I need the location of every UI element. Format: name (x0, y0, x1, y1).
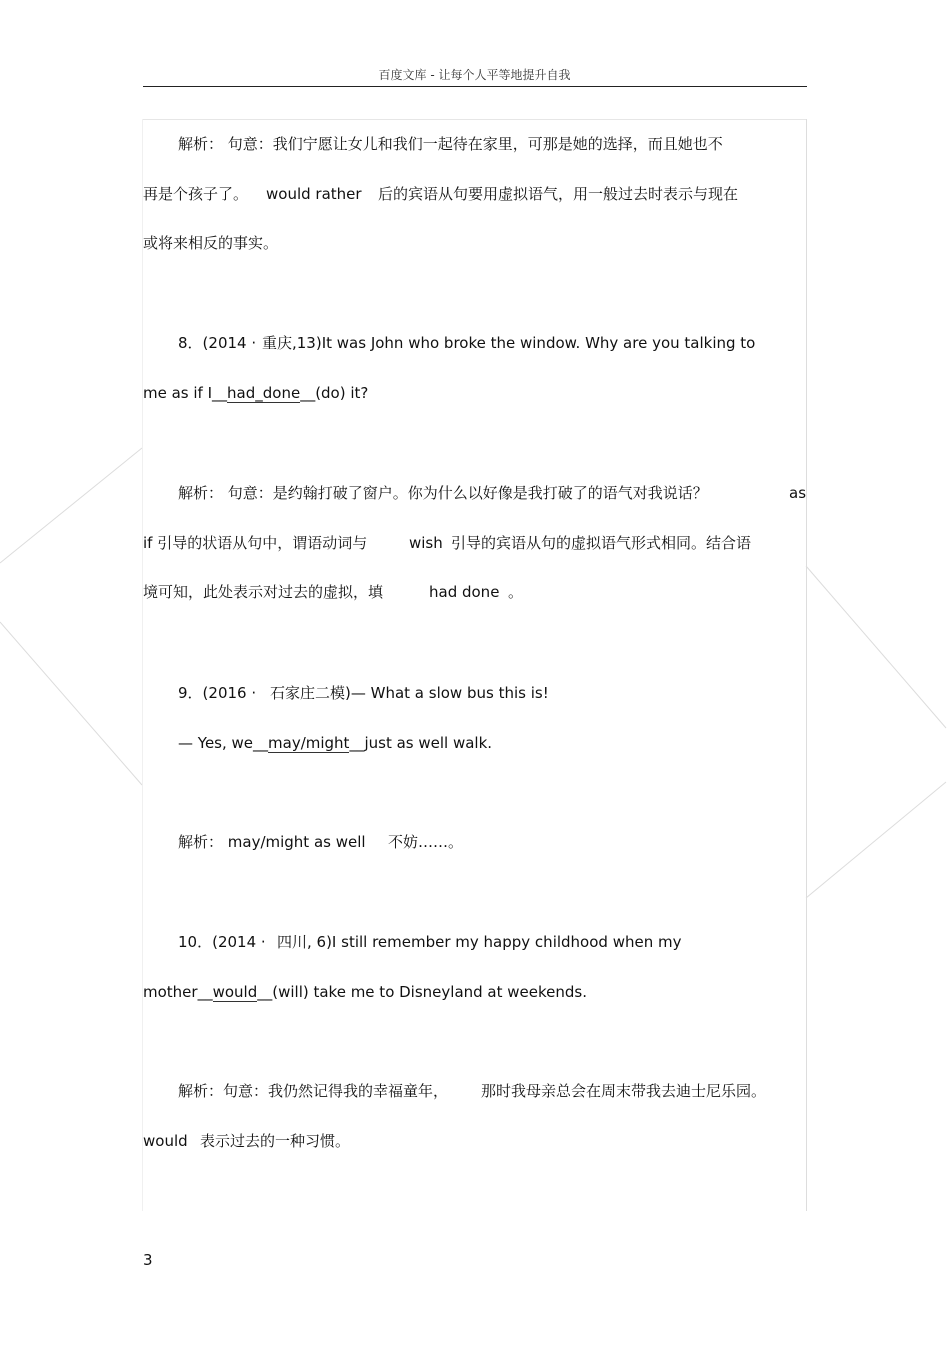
question-10-number: 10．(2014 · (178, 933, 266, 951)
explanation-10-line-2b: 表示过去的一种习惯。 (200, 1132, 351, 1150)
explanation-7-line-3: 或将来相反的事实。 (143, 234, 279, 252)
explanation-10-line-1a: 解析：句意：我仍然记得我的幸福童年， (178, 1082, 449, 1100)
explanation-7-line-1: 解析： 句意：我们宁愿让女儿和我们一起待在家里，可那是她的选择，而且她也不 (178, 135, 723, 153)
q8-answer: had_done (227, 384, 301, 402)
q10-suffix: __(will) take me to Disneyland at weekends. (257, 983, 587, 1001)
explanation-8-line-2b: wish (409, 534, 443, 552)
explanation-8-line-1: 解析： 句意：是约翰打破了窗户。你为什么以好像是我打破了的语气对我说话？ (178, 484, 708, 502)
explanation-8-line-2a: if 引导的状语从句中，谓语动词与 (143, 534, 368, 552)
q8-suffix: __(do) it? (300, 384, 369, 402)
question-8-number: 8．(2014 · (178, 334, 257, 352)
explanation-8-line-3a: 境可知，此处表示对过去的虚拟，填 (143, 583, 384, 601)
q9-answer: may/might (268, 734, 350, 752)
content-frame-left (142, 119, 143, 1211)
question-8-line-1: 重庆,13)It was John who broke the window. Why are you talking to (262, 334, 756, 352)
explanation-10-line-2a: would (143, 1132, 188, 1150)
question-10-line-1: 四川, 6)I still remember my happy childhood when my (277, 933, 682, 951)
q10-prefix: mother__ (143, 983, 213, 1001)
content-frame-right (806, 119, 807, 1211)
page-header: 百度文库 - 让每个人平等地提升自我 (378, 68, 571, 82)
header-divider (143, 86, 807, 87)
page-number: 3 (143, 1251, 153, 1269)
question-9-number: 9．(2016 · (178, 684, 257, 702)
explanation-8-line-2c: 引导的宾语从句的虚拟语气形式相同。结合语 (451, 534, 752, 552)
question-9-line-1: 石家庄二模)— What a slow bus this is! (270, 684, 549, 702)
explanation-8-line-3c: 。 (508, 583, 524, 601)
explanation-9-b: 不妨……。 (388, 833, 464, 851)
explanation-7-line-2b: would rather (266, 185, 362, 203)
question-9-line-2 (178, 733, 492, 753)
explanation-7-line-2c: 后的宾语从句要用虚拟语气，用一般过去时表示与现在 (378, 185, 739, 203)
content-frame-top (143, 119, 806, 120)
explanation-8-line-3b: had done (429, 583, 500, 601)
explanation-9-a: 解析： may/might as well (178, 833, 366, 851)
question-8-line-2 (143, 383, 368, 403)
q8-prefix: me as if I__ (143, 384, 228, 402)
explanation-10-line-1b: 那时我母亲总会在周末带我去迪士尼乐园。 (481, 1082, 767, 1100)
explanation-8-line-1-as: as (789, 484, 807, 502)
q9-prefix: — Yes, we__ (178, 734, 269, 752)
explanation-7-line-2a: 再是个孩子了。 (143, 185, 249, 203)
question-10-line-2 (143, 982, 587, 1002)
q9-suffix: __just as well walk. (349, 734, 493, 752)
q10-answer: would (212, 983, 258, 1001)
